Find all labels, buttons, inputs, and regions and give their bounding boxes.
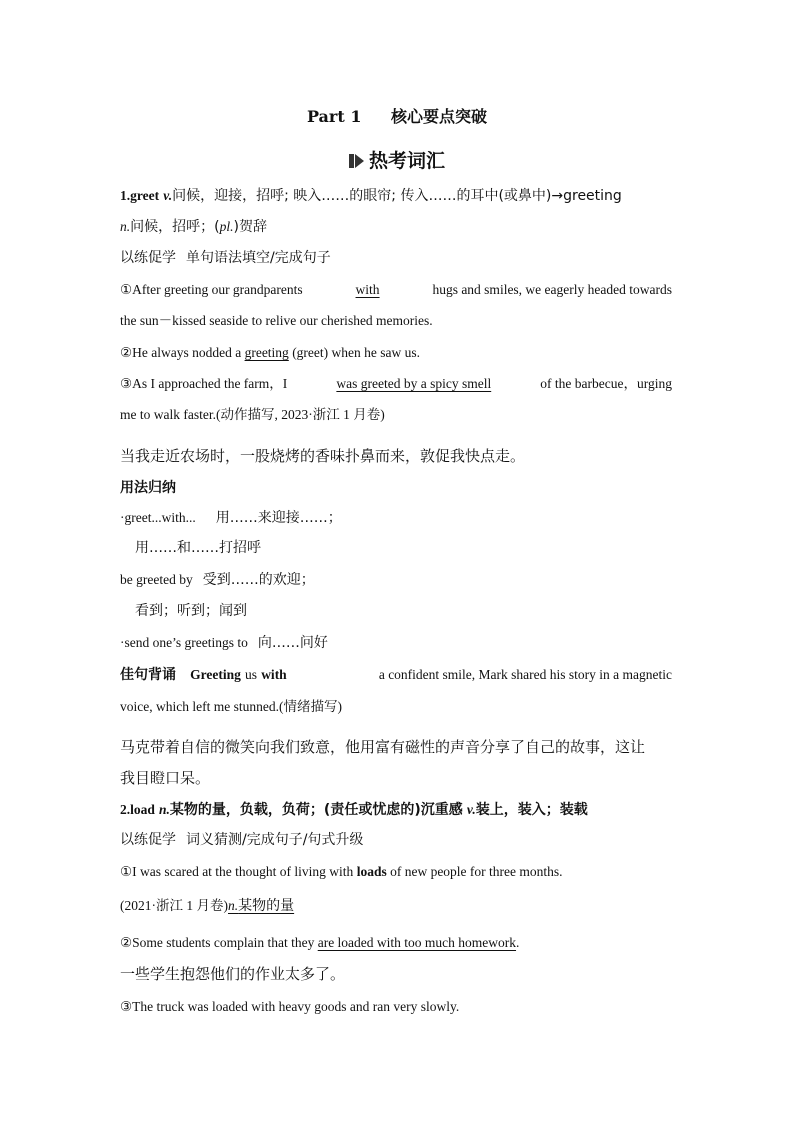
entry1-headword-line (120, 186, 672, 207)
entry1-best-sentence-cont: voice, which left me stunned.(情绪描写) (120, 699, 342, 714)
usage-item: be greeted by 受到……的欢迎； (120, 572, 315, 588)
answer-blank: was greeted by a spicy smell (336, 376, 492, 391)
entry2-practice-heading: 以练促学 词义猜测/完成句子/句式升级 (120, 832, 364, 848)
entry2-exercise-3: ③The truck was loaded with heavy goods and ran very slowly. (120, 999, 460, 1014)
section-marker-icon (349, 154, 365, 168)
section-title: 热考词汇 (368, 150, 445, 172)
entry1-exercise-2: ②He always nodded a greeting (greet) when he saw us. (120, 345, 421, 360)
entry2-exercise-2: ②Some students complain that they are loaded with too much homework. (120, 935, 520, 950)
entry2-headword-line: 2.load n.某物的量，负载，负荷；(责任或忧虑的)沉重感 v.装上，装入；装载 (120, 802, 588, 818)
entry1-exercise-1: ①After greeting our grandparents with hugs and smiles, we eagerly headed towards (120, 280, 672, 300)
entry1-word: 1.greet (120, 188, 160, 203)
entry1-pos: v. (163, 188, 173, 203)
entry1-best-sentence: 佳句背诵 Greeting us with a confident smile, Mark shared his story in a magnetic (120, 667, 672, 683)
entry1-usage-heading: 用法归纳 (120, 480, 176, 496)
page-title (0, 104, 794, 127)
entry1-practice-heading: 以练促学 单句语法填空/完成句子 (120, 250, 331, 266)
answer-blank: are loaded with too much homework (317, 935, 517, 950)
entry1-derivative-line: n.问候，招呼；(pl.)贺辞 (120, 219, 267, 235)
usage-item: ·greet...with... 用……来迎接……； (120, 510, 342, 526)
entry1-best-translation-cont: 我目瞪口呆。 (120, 769, 211, 787)
usage-item: 看到；听到；闻到 (135, 603, 247, 619)
entry1-exercise-3-translation: 当我走近农场时，一股烧烤的香味扑鼻而来，敦促我快点走。 (120, 447, 526, 465)
entry1-exercise-1-cont: the sun－kissed seaside to relive our cherished memories. (120, 313, 433, 328)
entry1-exercise-3-cont: me to walk faster.(动作描写, 2023·浙江 1 月卷) (120, 407, 385, 422)
usage-item: ·send one’s greetings to 向……问好 (120, 635, 328, 651)
entry2-exercise-1: ①I was scared at the thought of living with loads of new people for three months. (120, 864, 563, 879)
usage-item: 用……和……打招呼 (135, 540, 261, 556)
answer-blank: greeting (244, 345, 289, 360)
entry1-definition: 问候，迎接，招呼; 映入……的眼帘; 传入……的耳中(或鼻中)→greeting (172, 188, 622, 204)
entry1-exercise-3: ③As I approached the farm，I was greeted by a spicy smell of the barbecue，urging (120, 374, 672, 394)
entry1-best-translation: 马克带着自信的微笑向我们致意，他用富有磁性的声音分享了自己的故事，这让 (120, 738, 646, 756)
entry2-exercise-2-translation: 一些学生抱怨他们的作业太多了。 (120, 965, 346, 983)
entry2-exercise-1-cont: (2021·浙江 1 月卷)n.某物的量 (120, 898, 295, 914)
answer-blank: with (355, 282, 380, 297)
part-topic: 核心要点突破 (391, 107, 488, 126)
part-label: Part 1 (306, 107, 362, 126)
answer-blank: n.某物的量 (228, 898, 295, 914)
section-heading (0, 146, 794, 173)
entry2-word: 2.load (120, 802, 155, 817)
